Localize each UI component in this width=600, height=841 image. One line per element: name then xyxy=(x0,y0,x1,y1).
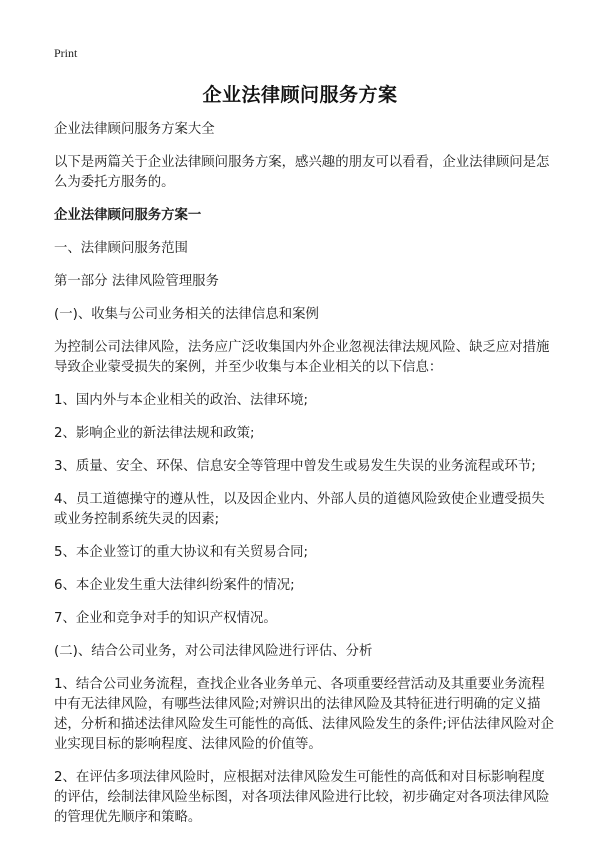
body-paragraph: 5、本企业签订的重大协议和有关贸易合同; xyxy=(54,545,309,560)
body-paragraph: 3、质量、安全、环保、信息安全等管理中曾发生或易发生失误的业务流程或环节; xyxy=(54,459,536,474)
body-paragraph: 第一部分 法律风险管理服务 xyxy=(54,274,219,289)
body-paragraph: 企业法律顾问服务方案一 xyxy=(54,208,202,223)
body-paragraph: 以下是两篇关于企业法律顾问服务方案，感兴趣的朋友可以看看，企业法律顾问是怎么为委托方服务的。 xyxy=(54,155,550,190)
body-paragraph: (一)、收集与公司业务相关的法律信息和案例 xyxy=(54,307,319,322)
body-paragraph: 7、企业和竞争对手的知识产权情况。 xyxy=(54,611,277,626)
body-paragraph: 2、在评估多项法律风险时，应根据对法律风险发生可能性的高低和对目标影响程度的评估，绘制法律风险坐标图，对各项法律风险进行比较，初步确定对各项法律风险的管理优先顺序和策略。 xyxy=(54,770,550,825)
body-paragraph: 为控制公司法律风险，法务应广泛收集国内外企业忽视法律法规风险、缺乏应对措施导致企业蒙受损失的案例，并至少收集与本企业相关的以下信息： xyxy=(54,340,550,375)
print-link[interactable]: Print xyxy=(54,46,78,60)
body-paragraph: 2、影响企业的新法律法规和政策; xyxy=(54,426,255,441)
body-paragraph: 1、国内外与本企业相关的政治、法律环境; xyxy=(54,393,309,408)
body-paragraph: 4、员工道德操守的遵从性，以及因企业内、外部人员的道德风险致使企业遭受损失或业务控制系统失灵的因素; xyxy=(54,492,545,527)
body-paragraph: 6、本企业发生重大法律纠纷案件的情况; xyxy=(54,578,295,593)
body-paragraph: 1、结合公司业务流程，查找企业各业务单元、各项重要经营活动及其重要业务流程中有无法律风险，有哪些法律风险;对辨识出的法律风险及其特征进行明确的定义描述，分析和描述法律风险发生可能性的高低、法律风险发生的条件;评估法律风险对企业实现目标的影响程度、法律风险的价值等。 xyxy=(54,677,554,752)
body-paragraph: (二)、结合公司业务，对公司法律风险进行评估、分析 xyxy=(54,644,373,659)
document-title: 企业法律顾问服务方案 xyxy=(202,84,398,106)
document-body xyxy=(54,120,554,841)
body-paragraph: 一、法律顾问服务范围 xyxy=(54,241,188,256)
body-paragraph: 企业法律顾问服务方案大全 xyxy=(54,122,215,137)
